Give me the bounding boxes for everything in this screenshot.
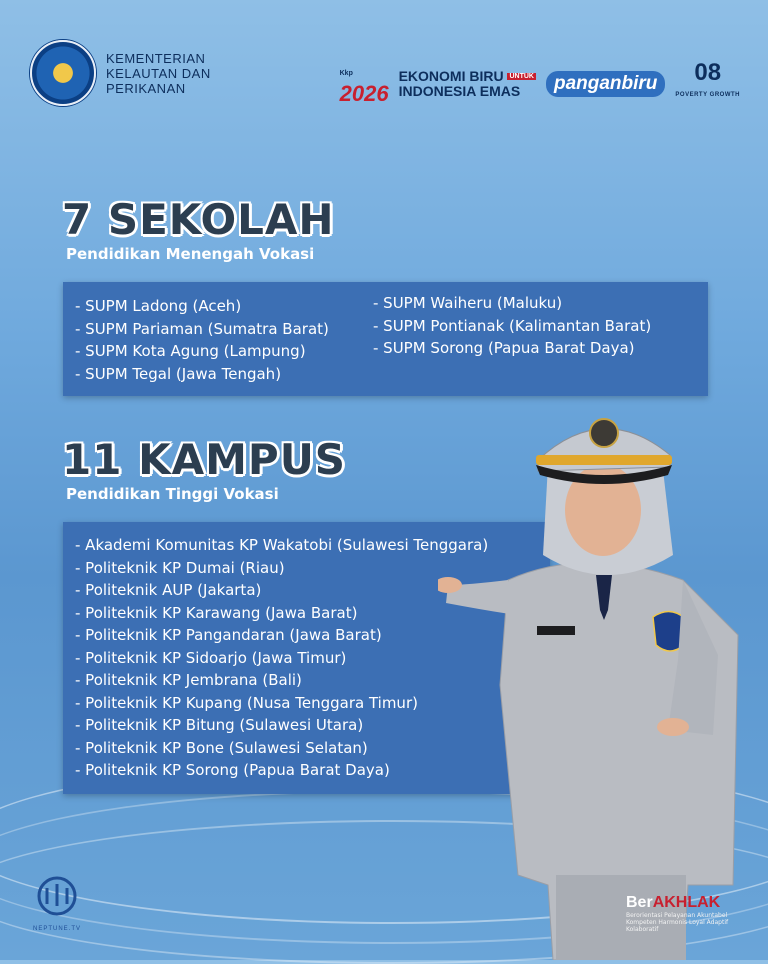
- hand: [657, 718, 689, 736]
- ekonomi-biru-tag: UNTUK: [509, 73, 534, 81]
- schools-subtitle: Pendidikan Menengah Vokasi: [66, 245, 315, 263]
- berakhlak-logo: [626, 894, 744, 933]
- list-item: - Politeknik KP Dumai (Riau): [75, 558, 285, 577]
- list-item: - SUPM Tegal (Jawa Tengah): [75, 364, 282, 383]
- logo-08: [675, 59, 740, 106]
- kkp-year: 2026: [339, 81, 389, 106]
- ministry-name-line: KEMENTERIAN: [106, 50, 206, 66]
- list-item: - Akademi Komunitas KP Wakatobi (Sulawesi Tenggara): [75, 536, 489, 554]
- cap-badge-icon: [590, 419, 618, 447]
- list-item: - Politeknik KP Pangandaran (Jawa Barat): [75, 626, 382, 644]
- neptune-tv-logo: [33, 876, 81, 932]
- ministry-name: [106, 51, 211, 96]
- list-item: - Politeknik KP Bone (Sulawesi Selatan): [75, 738, 368, 757]
- list-item: - Politeknik KP Karawang (Jawa Barat): [75, 603, 358, 622]
- list-item: - SUPM Kota Agung (Lampung): [75, 342, 306, 360]
- neptune-icon: [33, 876, 81, 922]
- berakhlak-tagline: Berorientasi Pelayanan Akuntabel Kompeten Harmonis Loyal Adaptif Kolaboratif: [626, 912, 729, 933]
- schools-title: 7 SEKOLAH: [62, 195, 335, 244]
- name-tag: [537, 626, 575, 635]
- kkp-2026-logo: [340, 64, 389, 104]
- list-item: - Politeknik AUP (Jakarta): [75, 581, 262, 599]
- schools-right-column: [373, 292, 651, 360]
- ekonomi-biru-line1: EKONOMI BIRU: [398, 67, 504, 84]
- berakhlak-ber: Ber: [626, 894, 653, 911]
- list-item: - Politeknik KP Kupang (Nusa Tenggara Timur): [75, 693, 418, 712]
- cadet-figure-illustration: [438, 405, 768, 960]
- logo-08-number: 08: [694, 59, 722, 86]
- list-item: - SUPM Pontianak (Kalimantan Barat): [373, 316, 652, 335]
- list-item: - SUPM Ladong (Aceh): [75, 297, 242, 315]
- campuses-list: [75, 534, 488, 782]
- neptune-label: NEPTUNE.TV: [33, 926, 82, 932]
- kkp-prefix: Kkp: [339, 70, 353, 77]
- campuses-title: 11 KAMPUS: [62, 435, 347, 484]
- ekonomi-biru-logo: [399, 69, 536, 100]
- logo-08-right: GROWTH: [709, 92, 740, 98]
- logo-08-left: POVERTY: [675, 92, 708, 98]
- campuses-subtitle: Pendidikan Tinggi Vokasi: [66, 485, 279, 503]
- ministry-name-line: PERIKANAN: [106, 80, 186, 96]
- list-item: - Politeknik KP Jembrana (Bali): [75, 671, 302, 689]
- list-item: - Politeknik KP Bitung (Sulawesi Utara): [75, 716, 364, 734]
- ministry-brand: [30, 40, 211, 106]
- list-item: - SUPM Sorong (Papua Barat Daya): [373, 339, 635, 357]
- list-item: - SUPM Waiheru (Maluku): [373, 294, 563, 312]
- schools-list-box: [63, 282, 708, 396]
- ekonomi-biru-line2: INDONESIA EMAS: [398, 83, 521, 100]
- list-item: - Politeknik KP Sorong (Papua Barat Daya): [75, 761, 390, 779]
- pangan-biru-logo: panganbiru: [546, 71, 665, 97]
- schools-left-column: [75, 295, 329, 385]
- partner-logos: [339, 59, 740, 106]
- ministry-emblem-icon: [30, 40, 96, 106]
- list-item: - SUPM Pariaman (Sumatra Barat): [75, 319, 329, 338]
- ministry-name-line: KELAUTAN DAN: [106, 65, 211, 81]
- list-item: - Politeknik KP Sidoarjo (Jawa Timur): [75, 648, 347, 667]
- berakhlak-akhlak: AKHLAK: [652, 894, 721, 911]
- cap-band: [536, 455, 672, 465]
